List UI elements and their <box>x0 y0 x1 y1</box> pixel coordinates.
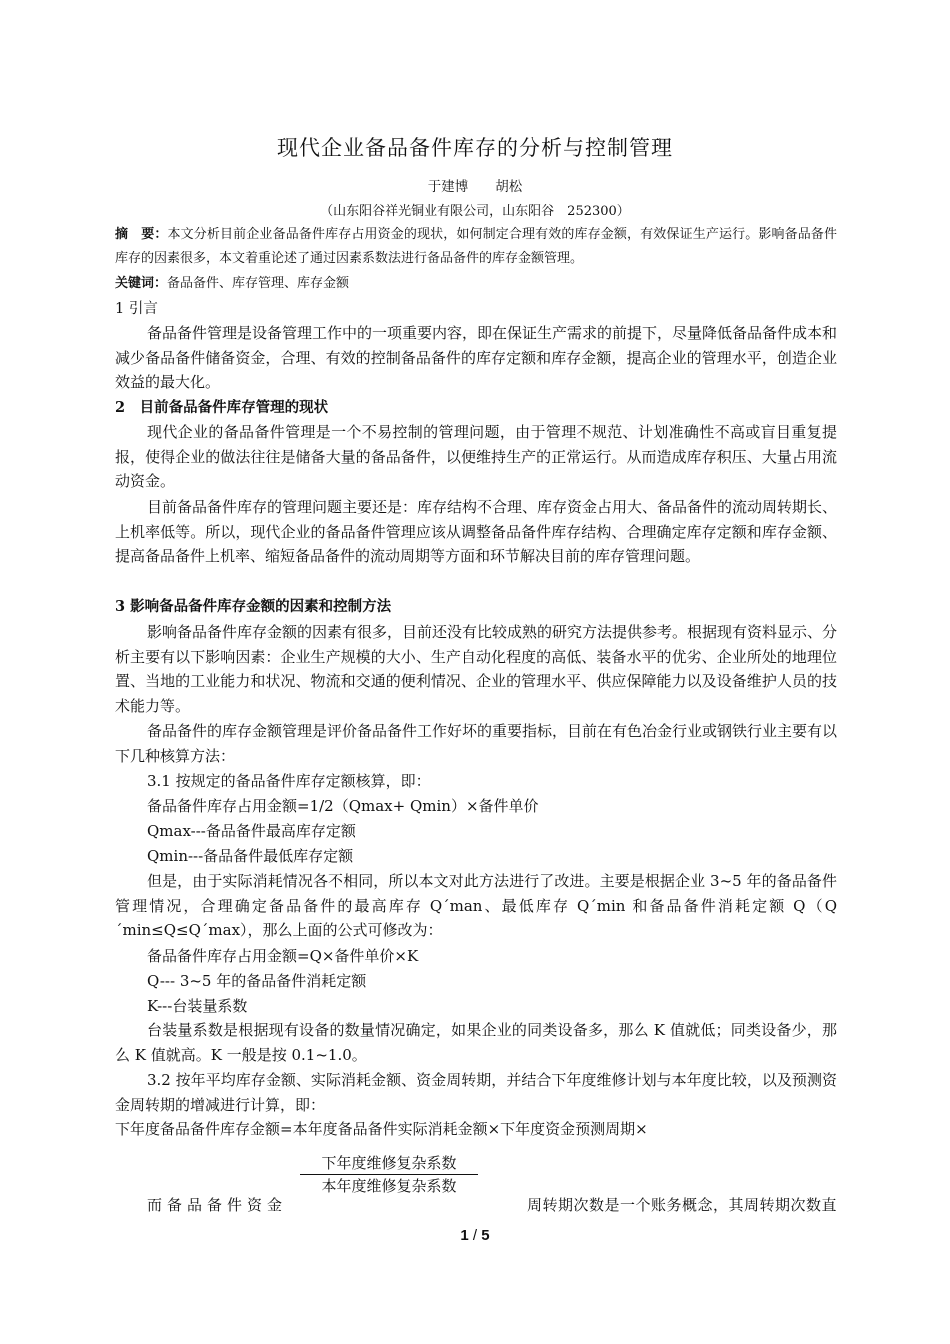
section-3-heading: 3 影响备品备件库存金额的因素和控制方法 <box>115 598 392 615</box>
section-2-paragraph-1: 现代企业的备品备件管理是一个不易控制的管理问题，由于管理不规范、计划准确性不高或盲目重复提报，使得企业的做法往往是储备大量的备品备件，以便维持生产的正常运行。从而造成库存积压、大量占用流动资金。 <box>115 423 837 490</box>
section-3-paragraph-3: 但是，由于实际消耗情况各不相同，所以本文对此方法进行了改进。主要是根据企业 3~5 年的备品备件管理情况，合理确定备品备件的最高库存 Q´man、最低库存 Q´min 和备品备件消耗定额 Q（Q´min≤Q≤Q´max），那么上面的公式可修改为： <box>115 872 837 939</box>
formula-2: 备品备件库存占用金额=Q×备件单价×K <box>147 947 419 965</box>
definition-qmax: Qmax---备品备件最高库存定额 <box>147 822 356 840</box>
section-1-paragraph: 备品备件管理是设备管理工作中的一项重要内容，即在保证生产需求的前提下，尽量降低备品备件成本和减少备品备件储备资金，合理、有效的控制备品备件的库存定额和库存金额，提高企业的管理水平，创造企业效益的最大化。 <box>115 324 838 391</box>
page-number <box>0 1227 950 1244</box>
section-3-paragraph-1: 影响备品备件库存金额的因素有很多，目前还没有比较成熟的研究方法提供参考。根据现有资料显示、分析主要有以下影响因素：企业生产规模的大小、生产自动化程度的高低、装备水平的优劣、企业所处的地理位置、当地的工业能力和状况、物流和交通的便利情况、企业的管理水平、供应保障能力以及设备维护人员的技术能力等。 <box>115 623 838 715</box>
formula-3: 下年度备品备件库存金额=本年度备品备件实际消耗金额×下年度资金预测周期× <box>115 1120 648 1138</box>
abstract <box>115 223 837 271</box>
section-3-paragraph-2: 备品备件的库存金额管理是评价备品备件工作好坏的重要指标，目前在有色冶金行业或钢铁行业主要有以下几种核算方法： <box>115 722 838 765</box>
keywords <box>115 272 837 296</box>
page-total: 5 <box>481 1227 490 1244</box>
last-line-left: 而备品备件资金 <box>147 1196 288 1214</box>
affiliation: （山东阳谷祥光铜业有限公司，山东阳谷 252300） <box>320 204 630 219</box>
keywords-text: 备品备件、库存管理、库存金额 <box>167 276 350 291</box>
document-title: 现代企业备品备件库存的分析与控制管理 <box>277 136 673 160</box>
section-3-paragraph-5: 3.2 按年平均库存金额、实际消耗金额、资金周转期，并结合下年度维修计划与本年度比较，以及预测资金周转期的增减进行计算，即： <box>115 1071 837 1114</box>
definition-qmin: Qmin---备品备件最低库存定额 <box>147 847 354 865</box>
section-2-paragraph-2: 目前备品备件库存的管理问题主要还是：库存结构不合理、库存资金占用大、备品备件的流动周转期长、上机率低等。所以，现代企业的备品备件管理应该从调整备品备件库存结构、合理确定库存定额和库存金额、提高备品备件上机率、缩短备品备件的流动周期等方面和环节解决目前的库存管理问题。 <box>115 498 838 565</box>
keywords-label: 关键词： <box>115 276 168 291</box>
abstract-text: 本文分析目前企业备品备件库存占用资金的现状，如何制定合理有效的库存金额，有效保证生产运行。影响备品备件库存的因素很多，本文着重论述了通过因素系数法进行备品备件的库存金额管理。 <box>115 227 837 266</box>
page-current: 1 <box>460 1227 469 1244</box>
page-separator: / <box>468 1227 482 1244</box>
formula-1: 备品备件库存占用金额=1/2（Qmax+ Qmin）×备件单价 <box>147 797 539 815</box>
last-line-right: 周转期次数是一个账务概念，其周转期次数直 <box>526 1196 837 1214</box>
subsection-3-1: 3.1 按规定的备品备件库存定额核算，即： <box>147 772 431 790</box>
fraction-denominator: 本年度维修复杂系数 <box>321 1177 457 1195</box>
section-2-heading: 2 目前备品备件库存管理的现状 <box>115 399 329 416</box>
fraction-numerator: 下年度维修复杂系数 <box>300 1152 478 1175</box>
authors: 于建博 胡松 <box>427 179 523 195</box>
definition-q: Q--- 3~5 年的备品备件消耗定额 <box>147 972 367 990</box>
section-1-heading: 1 引言 <box>115 301 158 317</box>
abstract-label: 摘 要： <box>115 227 168 242</box>
definition-k: K---台装量系数 <box>147 997 248 1015</box>
section-3-paragraph-4: 台装量系数是根据现有设备的数量情况确定，如果企业的同类设备多，那么 K 值就低；同类设备少，那么 K 值就高。K 一般是按 0.1~1.0。 <box>115 1021 837 1064</box>
